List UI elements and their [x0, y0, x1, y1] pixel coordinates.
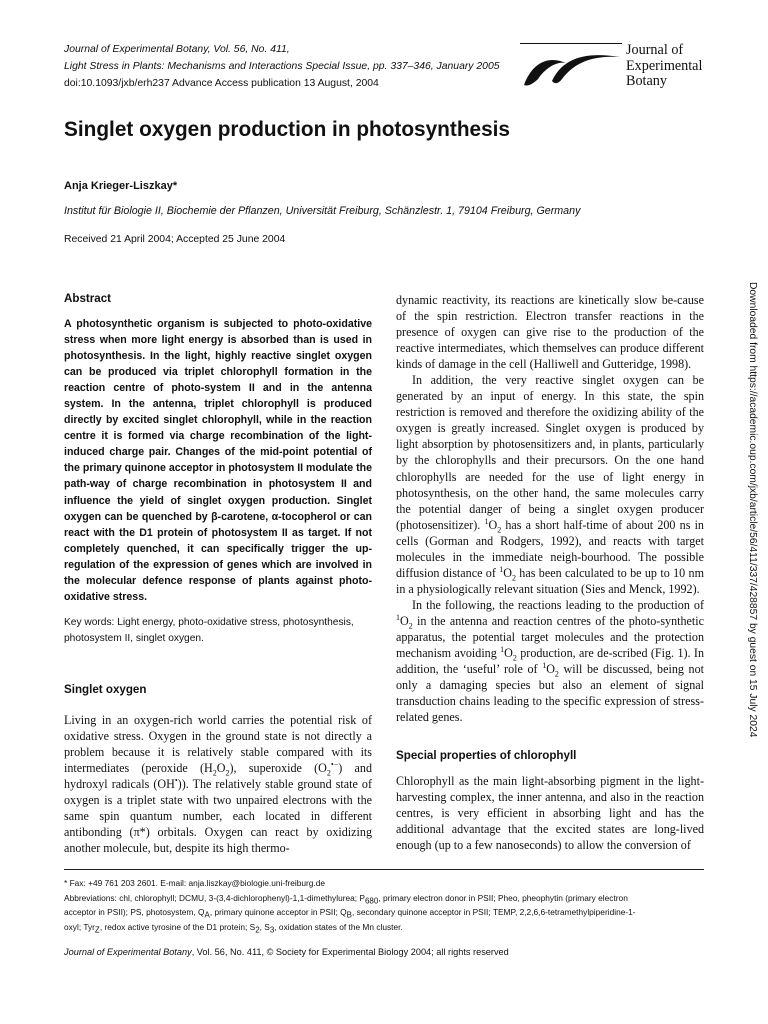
footnote-abbreviations-2: acceptor in PSII); PS, photosystem, QA, primary quinone acceptor in PSII; QB, secondary quinone acceptor in PSII; TEMP, 2,2,6,6-tetramethylpiperidine-1- — [64, 907, 636, 920]
keywords: Key words: Light energy, photo-oxidative stress, photosynthesis, photosystem II, singlet oxygen. — [64, 616, 354, 645]
special-issue-line: Light Stress in Plants: Mechanisms and Interactions Special Issue, pp. 337–346, January 2005 — [64, 61, 500, 72]
doi-line: doi:10.1093/jxb/erh237 Advance Access publication 13 August, 2004 — [64, 78, 379, 89]
received-dates: Received 21 April 2004; Accepted 25 June 2004 — [64, 234, 286, 245]
download-watermark — [744, 282, 758, 742]
abstract-text: A photosynthetic organism is subjected to photo-oxidative stress when more light energy is absorbed than is used in photosynthesis. In the light, highly reactive singlet oxygen can be produced via triplet chlorophyll formation in the reaction centre of photo-system II and in the antenna system. In the antenna, triplet chlorophyll is produced directly by excited singlet chlorophyll, while in the reaction centre it is formed via charge recombination of the light-induced charge pair. Changes of the mid-point potential of the primary quinone acceptor in photosystem II modulate the path-way of charge recombination in photosystem II and influence the yield of singlet oxygen production. Singlet oxygen can be quenched by β-carotene, α-tocopherol or can react with the D1 protein of photosystem II as target. If not completely quenched, it can specifically trigger the up-regulation of the expression of genes which are involved in the molecular defence response of plants against photo-oxidative stress. — [64, 318, 372, 603]
paragraph-singlet-generation: In addition, the very reactive singlet oxygen can be generated by an input of energy. In this state, the spin restriction is removed and therefore the oxidizing ability of the oxygen is greatly increased. Singlet oxygen is produced by light absorption by photosensitizers and, in plants, particularly by the chlorophylls and their precursors. On the one hand chlorophylls are needed for the use of light energy in photosynthesis, on the other hand, the same molecules carry the potential danger of being a singlet oxygen producer (photosensitizer). $^1O_2$ has a short half-time of about 200 ns in cells (Gorman and Rodgers, 1992), and reacts with target molecules in the immediate neigh-bourhood. The possible diffusion distance of $^1O_2$ has been calculated to be up to 10 nm in a physiologically relevant situation (Sies and Menck, 1992). — [396, 373, 704, 596]
author-name: Anja Krieger-Liszkay* — [64, 180, 178, 192]
article-title: Singlet oxygen production in photosynthesis — [64, 118, 510, 141]
footnote-fax: * Fax: +49 761 203 2601. E-mail: anja.liszkay@biologie.uni-freiburg.de — [64, 878, 326, 888]
logo-line-1: Journal of — [626, 42, 684, 58]
footnote-rule — [64, 869, 704, 870]
right-column — [396, 292, 704, 854]
copyright-journal-name: Journal of Experimental Botany — [64, 947, 192, 957]
copyright-text: , Vol. 56, No. 411, © Society for Experimental Biology 2004; all rights reserved — [191, 947, 509, 957]
footnote-abbreviations-1: Abbreviations: chl, chlorophyll; DCMU, 3-(3,4-dichlorophenyl)-1,1-dimethylurea; P680, primary electron donor in PSII; Pheo, pheophytin (primary electron — [64, 892, 628, 906]
author-affiliation: Institut für Biologie II, Biochemie der Pflanzen, Universität Freiburg, Schänzlestr. 1, 79104 Freiburg, Germany — [64, 205, 581, 217]
paragraph-continued: dynamic reactivity, its reactions are kinetically slow be-cause of the spin restriction. Electron transfer reactions in the presence of oxygen can give rise to the production of the reactive intermediates, which themselves can produce different kinds of damage in the cell (Halliwell and Gutteridge, 1998). — [396, 293, 704, 372]
journal-citation-line: Journal of Experimental Botany, Vol. 56, No. 411, — [64, 44, 290, 55]
journal-logo — [520, 41, 720, 95]
left-column — [64, 292, 372, 856]
logo-line-2: Experimental — [626, 57, 703, 74]
journal-header — [64, 41, 524, 92]
logo-line-3: Botany — [626, 73, 667, 89]
copyright-line — [64, 947, 509, 957]
abstract-heading: Abstract — [64, 292, 112, 305]
logo-text — [626, 43, 702, 90]
logo-rule — [520, 43, 622, 44]
paragraph-singlet-oxygen: Living in an oxygen-rich world carries the potential risk of oxidative stress. Oxygen in the ground state is not directly a problem because it is relatively stable compared with its intermediates (peroxide $(H_2O_2)$, superoxide $(O_2^{•-})$ and hydroxyl radicals (OH•)). The relatively stable ground state of oxygen is a triplet state with two unpaired electrons with the same spin quantum number, each located in different antibonding (π*) orbitals. Oxygen can react by oxidizing another molecule, but, despite its high thermo- — [64, 712, 372, 856]
footnotes — [64, 876, 706, 934]
paragraph-following-reactions: In the following, the reactions leading to the production of $^1O_2$ in the antenna and reaction centres of the photo-synthetic apparatus, the potential target molecules and the protection mechanism avoiding $^1O_2$ production, are de-scribed (Fig. 1). In addition, the ‘useful’ role of $^1O_2$ will be discussed, being not only a damaging species but also an element of signal transduction chains leading to the specific expression of stress-related genes. — [396, 597, 705, 725]
section-heading-singlet-oxygen: Singlet oxygen — [64, 682, 147, 696]
download-watermark-text: Downloaded from https://academic.oup.com/jxb/article/56/411/337/428857 by guest on 15 July 2024 — [747, 282, 758, 738]
leaf-logo-icon — [522, 49, 622, 89]
section-heading-chlorophyll: Special properties of chlorophyll — [396, 749, 577, 763]
paragraph-chlorophyll: Chlorophyll as the main light-absorbing pigment in the light-harvesting complex, the inner antenna, and also in the reaction centres, is very efficient in absorbing light and has the additional advantage that the excited states are long-lived enough (up to a few nanoseconds) to allow the conversion of — [396, 774, 704, 853]
footnote-abbreviations-3: oxyl; TyrZ, redox active tyrosine of the D1 protein; S2, S3, oxidation states of the Mn cluster. — [64, 921, 403, 935]
